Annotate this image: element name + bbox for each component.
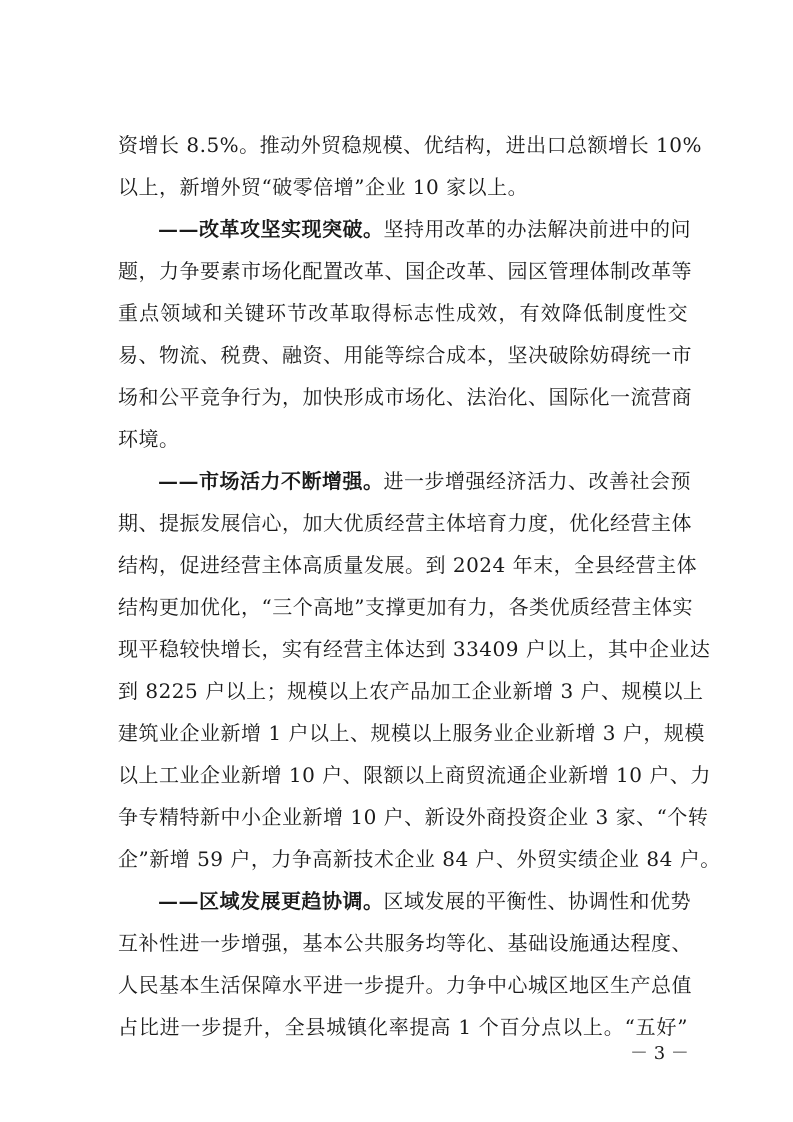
body-line: 到 8225 户以上；规模以上农产品加工企业新增 3 户、规模以上: [118, 679, 704, 703]
body-line: 人民基本生活保障水平进一步提升。力争中心城区地区生产总值: [118, 973, 692, 997]
body-line: 重点领域和关键环节改革取得标志性成效，有效降低制度性交: [118, 301, 688, 325]
body-line: 坚持用改革的办法解决前进中的问: [383, 217, 691, 241]
body-line: 区域发展的平衡性、协调性和优势: [383, 889, 691, 913]
body-line: 企”新增 59 户，力争高新技术企业 84 户、外贸实绩企业 84 户。: [118, 847, 721, 871]
body-line: 以上工业企业新增 10 户、限额以上商贸流通企业新增 10 户、力: [118, 763, 711, 787]
section-paragraph-reform: [158, 214, 691, 244]
body-line: 进一步增强经济活力、改善社会预: [383, 469, 691, 493]
section-heading-market: ——市场活力不断增强。: [158, 469, 384, 493]
body-line: 易、物流、税费、融资、用能等综合成本，坚决破除妨碍统一市: [118, 343, 692, 367]
body-line: 期、提振发展信心，加大优质经营主体培育力度，优化经营主体: [118, 511, 692, 535]
body-line: 以上，新增外贸“破零倍增”企业 10 家以上。: [118, 175, 529, 199]
section-heading-region: ——区域发展更趋协调。: [158, 889, 384, 913]
body-line: 互补性进一步增强，基本公共服务均等化、基础设施通达程度、: [118, 931, 692, 955]
body-line: 结构更加优化，“三个高地”支撑更加有力，各类优质经营主体实: [118, 595, 693, 619]
body-line: 场和公平竞争行为，加快形成市场化、法治化、国际化一流营商: [118, 385, 692, 409]
body-line: 建筑业企业新增 1 户以上、规模以上服务业企业新增 3 户，规模: [118, 721, 705, 745]
section-paragraph-region: [158, 886, 691, 916]
body-line: 资增长 8.5%。推动外贸稳规模、优结构，进出口总额增长 10%: [118, 133, 702, 157]
body-line: 环境。: [118, 427, 180, 451]
body-line: 现平稳较快增长，实有经营主体达到 33409 户以上，其中企业达: [118, 637, 711, 661]
body-line: 争专精特新中小企业新增 10 户、新设外商投资企业 3 家、“个转: [118, 805, 709, 829]
body-line: 占比进一步提升，全县城镇化率提高 1 个百分点以上。“五好”: [118, 1015, 688, 1039]
page-number: － 3 －: [630, 1043, 689, 1064]
section-heading-reform: ——改革攻坚实现突破。: [158, 217, 384, 241]
body-line: 题，力争要素市场化配置改革、国企改革、园区管理体制改革等: [118, 259, 692, 283]
section-paragraph-market: [158, 466, 691, 496]
body-line: 结构，促进经营主体高质量发展。到 2024 年末，全县经营主体: [118, 553, 698, 577]
